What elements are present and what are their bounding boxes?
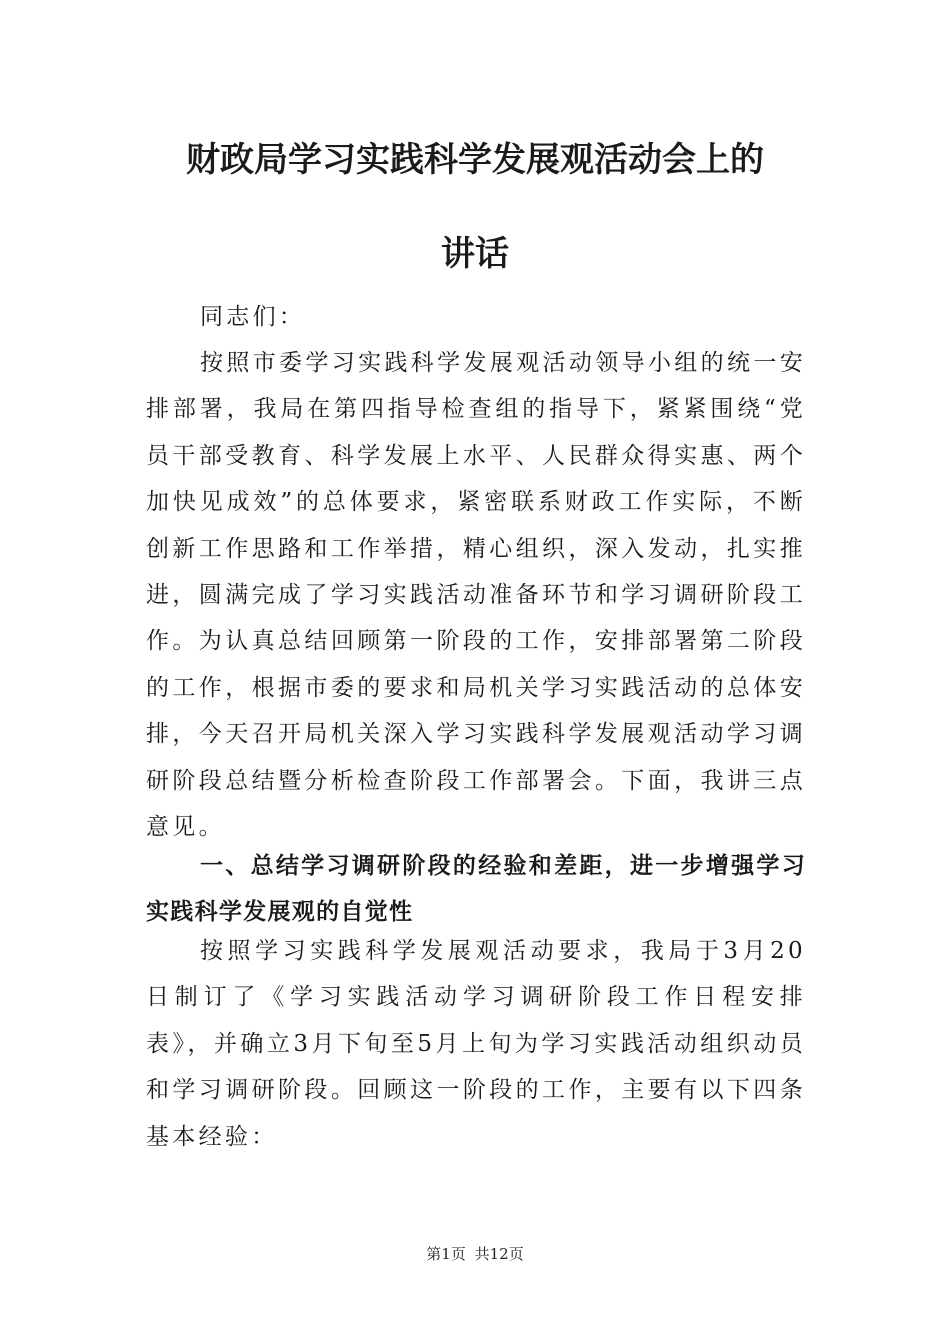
page-total: 共12页 — [474, 1245, 524, 1263]
greeting: 同志们： — [200, 304, 306, 330]
document-title-line1: 财政局学习实践科学发展观活动会上的 — [186, 140, 764, 180]
page-footer — [0, 1243, 950, 1264]
paragraph-intro: 按照市委学习实践科学发展观活动领导小组的统一安排部署，我局在第四指导检查组的指导下，紧紧围绕“党员干部受教育、科学发展上水平、人民群众得实惠、两个加快见成效”的总体要求，紧密联系财政工作实际，不断创新工作思路和工作举措，精心组织，深入发动，扎实推进，圆满完成了学习实践活动准备环节和学习调研阶段工作。为认真总结回顾第一阶段的工作，安排部署第二阶段的工作，根据市委的要求和局机关学习实践活动的总体安排，今天召开局机关深入学习实践科学发展观活动学习调研阶段总结暨分析检查阶段工作部署会。下面，我讲三点意见。 — [146, 350, 806, 841]
paragraph-section1: 按照学习实践科学发展观活动要求，我局于3月20日制订了《学习实践活动学习调研阶段工作日程安排表》，并确立3月下旬至5月上旬为学习实践活动组织动员和学习调研阶段。回顾这一阶段的工作，主要有以下四条基本经验： — [146, 938, 806, 1150]
section-heading-1: 一、总结学习调研阶段的经验和差距，进一步增强学习实践科学发展观的自觉性 — [146, 853, 806, 926]
document-title-line2: 讲话 — [441, 234, 509, 274]
page-number: 第1页 — [426, 1245, 466, 1263]
